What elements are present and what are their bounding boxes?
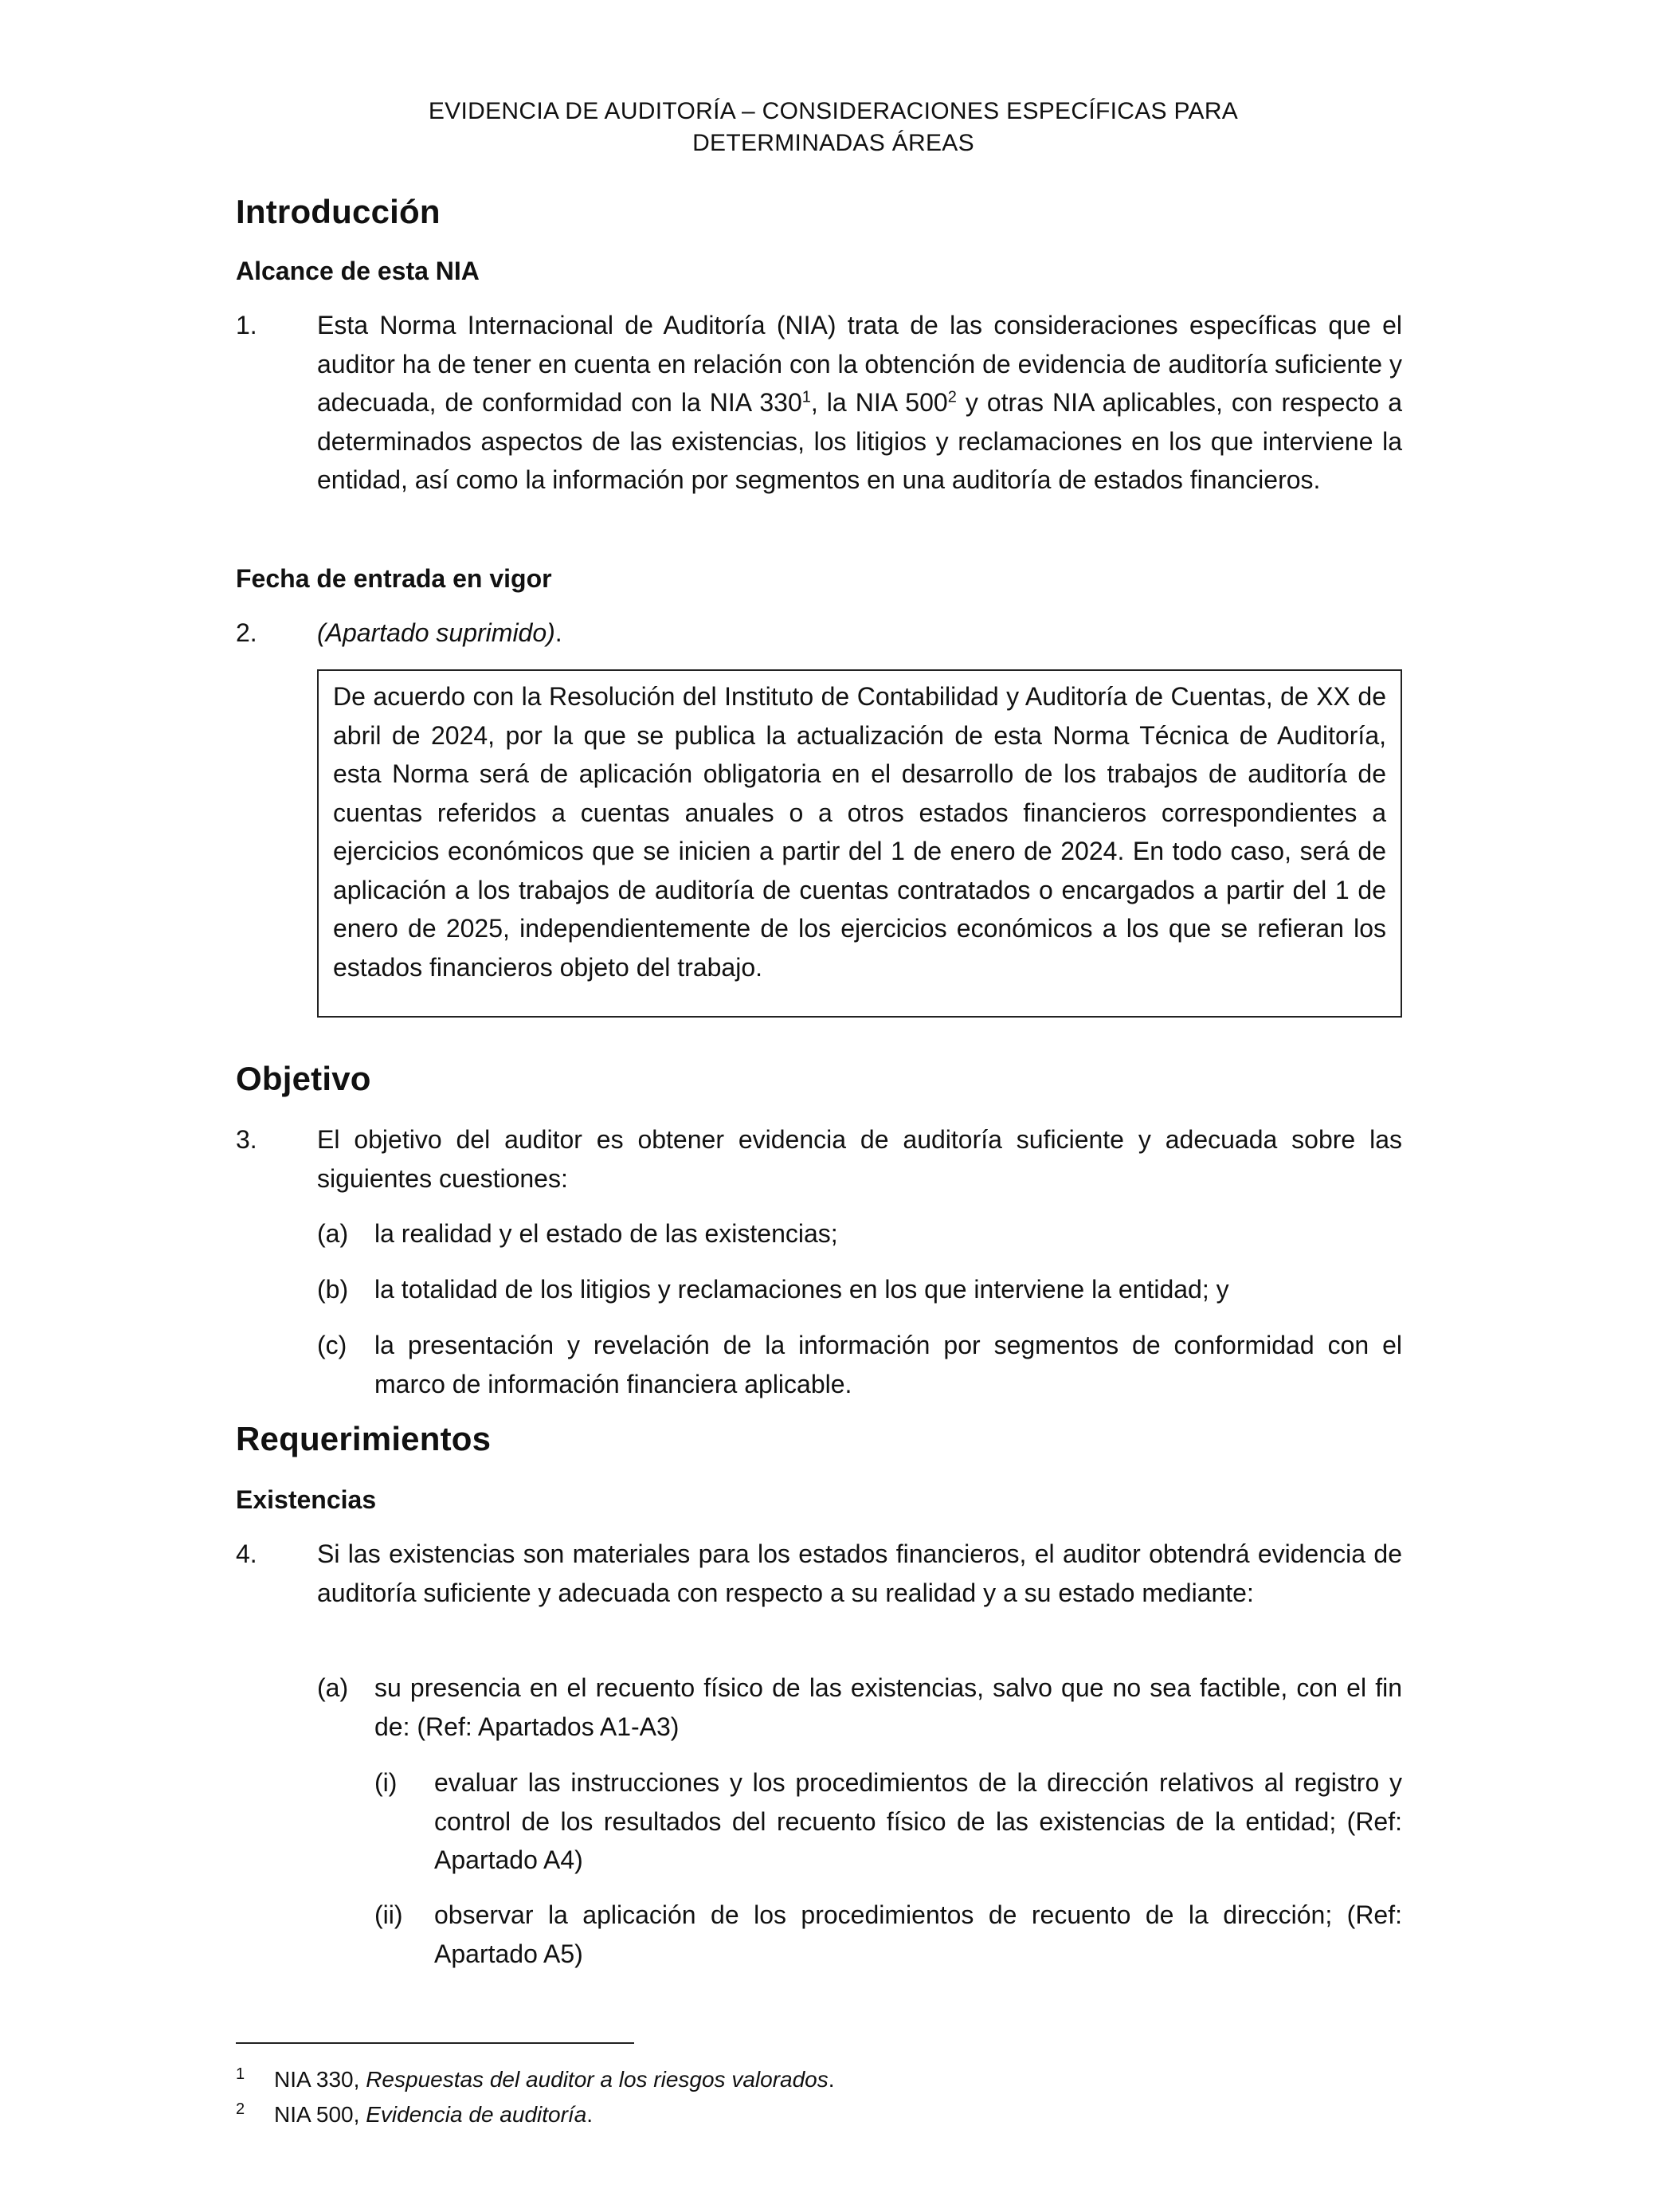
requirement-subitem-i-label: (i) <box>374 1768 398 1797</box>
objective-item-a-text: la realidad y el estado de las existencias; <box>374 1219 838 1248</box>
footnote-2-end: . <box>586 2102 594 2127</box>
paragraph-number-2: 2. <box>236 618 257 647</box>
footnote-2: 2 NIA 500, Evidencia de auditoría. <box>236 2100 594 2127</box>
objective-item-c-label: (c) <box>317 1331 347 1359</box>
paragraph-1 <box>317 306 1402 500</box>
paragraph-2 <box>317 618 562 648</box>
footnote-ref-1: 1 <box>801 388 811 406</box>
requirement-subitem-i-text: evaluar las instrucciones y los procedimientos de la dirección relativos al registro y control de los resultados del recuento físico de las existencias de la entidad; (Ref: Apartado A4) <box>434 1768 1402 1874</box>
running-header <box>236 96 1431 159</box>
requirement-item-a-label: (a) <box>317 1673 349 1702</box>
footnote-1: 1 NIA 330, Respuestas del auditor a los riesgos valorados. <box>236 2065 835 2092</box>
running-header-line-2: DETERMINADAS ÁREAS <box>692 130 974 156</box>
paragraph-4: Si las existencias son materiales para los estados financieros, el auditor obtendrá evidencia de auditoría suficiente y adecuada con respecto a su realidad y a su estado mediante: <box>317 1539 1402 1607</box>
running-header-line-1: EVIDENCIA DE AUDITORÍA – CONSIDERACIONES ESPECÍFICAS PARA <box>428 98 1239 124</box>
paragraph-1-text-a: Esta Norma Internacional de Auditoría (NIA) trata de las consideraciones específicas que el auditor ha de tener en cuenta en relación con la obtención de evidencia de auditoría suficiente y adecuada, de conformidad con la NIA 330 <box>317 311 1402 417</box>
requirement-subitem-ii-text: observar la aplicación de los procedimientos de recuento de la dirección; (Ref: Apartado A5) <box>434 1900 1402 1968</box>
paragraph-number-3: 3. <box>236 1125 257 1154</box>
effective-date-box-text: De acuerdo con la Resolución del Instituto de Contabilidad y Auditoría de Cuentas, de XX de abril de 2024, por la que se publica la actualización de esta Norma Técnica de Auditoría, esta Norma será de aplicación obligatoria en el desarrollo de los trabajos de auditoría de cuentas referidos a cuentas anuales o a otros estados financieros correspondientes a ejercicios económicos que se inicien a partir del 1 de enero de 2024. En todo caso, será de aplicación a los trabajos de auditoría de cuentas contratados o encargados a partir del 1 de enero de 2025, independientemente de los ejercicios económicos a los que se refieran los estados financieros objeto del trabajo. <box>333 682 1386 982</box>
paragraph-number-1: 1. <box>236 311 257 339</box>
paragraph-number-4: 4. <box>236 1539 257 1568</box>
paragraph-3: El objetivo del auditor es obtener evidencia de auditoría suficiente y adecuada sobre las siguientes cuestiones: <box>317 1125 1402 1193</box>
requirement-subitem-ii-label: (ii) <box>374 1900 403 1929</box>
requirement-item-a-text: su presencia en el recuento físico de las existencias, salvo que no sea factible, con el fin de: (Ref: Apartados A1-A3) <box>374 1673 1402 1741</box>
objective-item-b-label: (b) <box>317 1275 349 1304</box>
heading-objetivo: Objetivo <box>236 1060 371 1097</box>
paragraph-2-dot: . <box>554 618 562 647</box>
subheading-fecha-vigor: Fecha de entrada en vigor <box>236 564 552 593</box>
paragraph-1-text-b: , la NIA 500 <box>810 388 948 417</box>
effective-date-box <box>317 669 1402 1018</box>
paragraph-2-text: (Apartado suprimido) <box>317 618 555 647</box>
footnote-2-plain: NIA 500, <box>274 2102 366 2127</box>
footnote-separator <box>236 2042 634 2044</box>
paragraph-1-text-c: y otras NIA aplicables, con respecto a determinados aspectos de las existencias, los litigios y reclamaciones en los que interviene la entidad, así como la información por segmentos en una auditoría de estados financieros. <box>317 388 1403 494</box>
footnote-1-end: . <box>828 2067 835 2092</box>
footnote-2-title: Evidencia de auditoría <box>366 2102 587 2127</box>
objective-item-c-text: la presentación y revelación de la información por segmentos de conformidad con el marco de información financiera aplicable. <box>374 1331 1402 1398</box>
footnote-ref-2: 2 <box>947 388 957 406</box>
subheading-existencias: Existencias <box>236 1485 377 1514</box>
objective-item-a-label: (a) <box>317 1219 349 1248</box>
heading-introduccion: Introducción <box>236 193 441 230</box>
footnote-1-title: Respuestas del auditor a los riesgos valorados <box>366 2067 829 2092</box>
objective-item-b-text: la totalidad de los litigios y reclamaciones en los que interviene la entidad; y <box>374 1275 1229 1304</box>
footnote-1-plain: NIA 330, <box>274 2067 366 2092</box>
heading-requerimientos: Requerimientos <box>236 1420 492 1457</box>
subheading-alcance: Alcance de esta NIA <box>236 257 480 285</box>
